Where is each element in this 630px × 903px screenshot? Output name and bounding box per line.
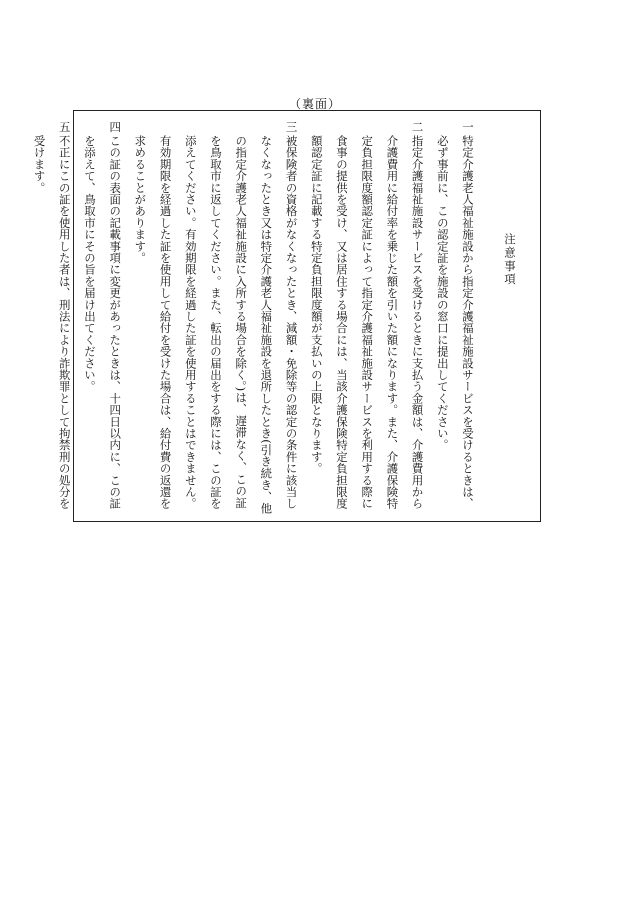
notice-item-1 [430, 121, 480, 516]
notice-item-4 [77, 121, 127, 516]
item-number: 一 [461, 121, 475, 133]
notice-title: 注意事項 [503, 233, 517, 287]
notice-item-3 [127, 121, 303, 516]
item-text: この証の表面の記載事項に変更があったときは、十四日以内に、この証を添えて、鳥取市にその旨を届け出てください。 [82, 135, 123, 510]
item-number: 四 [108, 121, 123, 133]
item-text: 指定介護福祉施設サービスを受けるときに支払う金額は、介護費用から介護費用に給付率を乗じた額を引いた額になります。また、介護保険特定負担限度額認定証によって指定介護福祉施設サービスを利用する際に食事の提供を受け、又は居住する場合には、当該介護保険特定負担限度額認定証に記載する特定負担限度額が支払いの上限となります。 [309, 135, 425, 510]
item-number: 三 [284, 121, 299, 133]
item-number: 五 [57, 121, 72, 133]
item-number: 二 [410, 121, 425, 133]
item-text: 被保険者の資格がなくなったとき、減額・免除等の認定の条件に該当しなくなったとき又は特定介護老人福祉施設を退所したとき(引き続き、他の指定介護老人福祉施設に入所する場合を除く。)は、遅滞なく、この証を鳥取市に返してください。また、転出の届出をする際には、この証を添えてください。有効期限を経過した証を使用することはできません。有効期限を経過した証を使用して給付を受けた場合は、給付費の返還を求めることがあります。 [133, 135, 299, 515]
page-heading: （裏面） [288, 97, 341, 111]
notice-item-2 [304, 121, 430, 516]
notice-item-5 [26, 121, 76, 516]
notice-text [26, 121, 522, 516]
notice-box [32, 110, 541, 522]
item-text: 特定介護老人福祉施設から指定介護福祉施設サービスを受けるときは、必ず事前に、この認定証を施設の窓口に提出してください。 [435, 135, 475, 510]
item-text: 不正にこの証を使用した者は、刑法により詐欺罪として拘禁刑の処分を受けます。 [32, 135, 72, 510]
